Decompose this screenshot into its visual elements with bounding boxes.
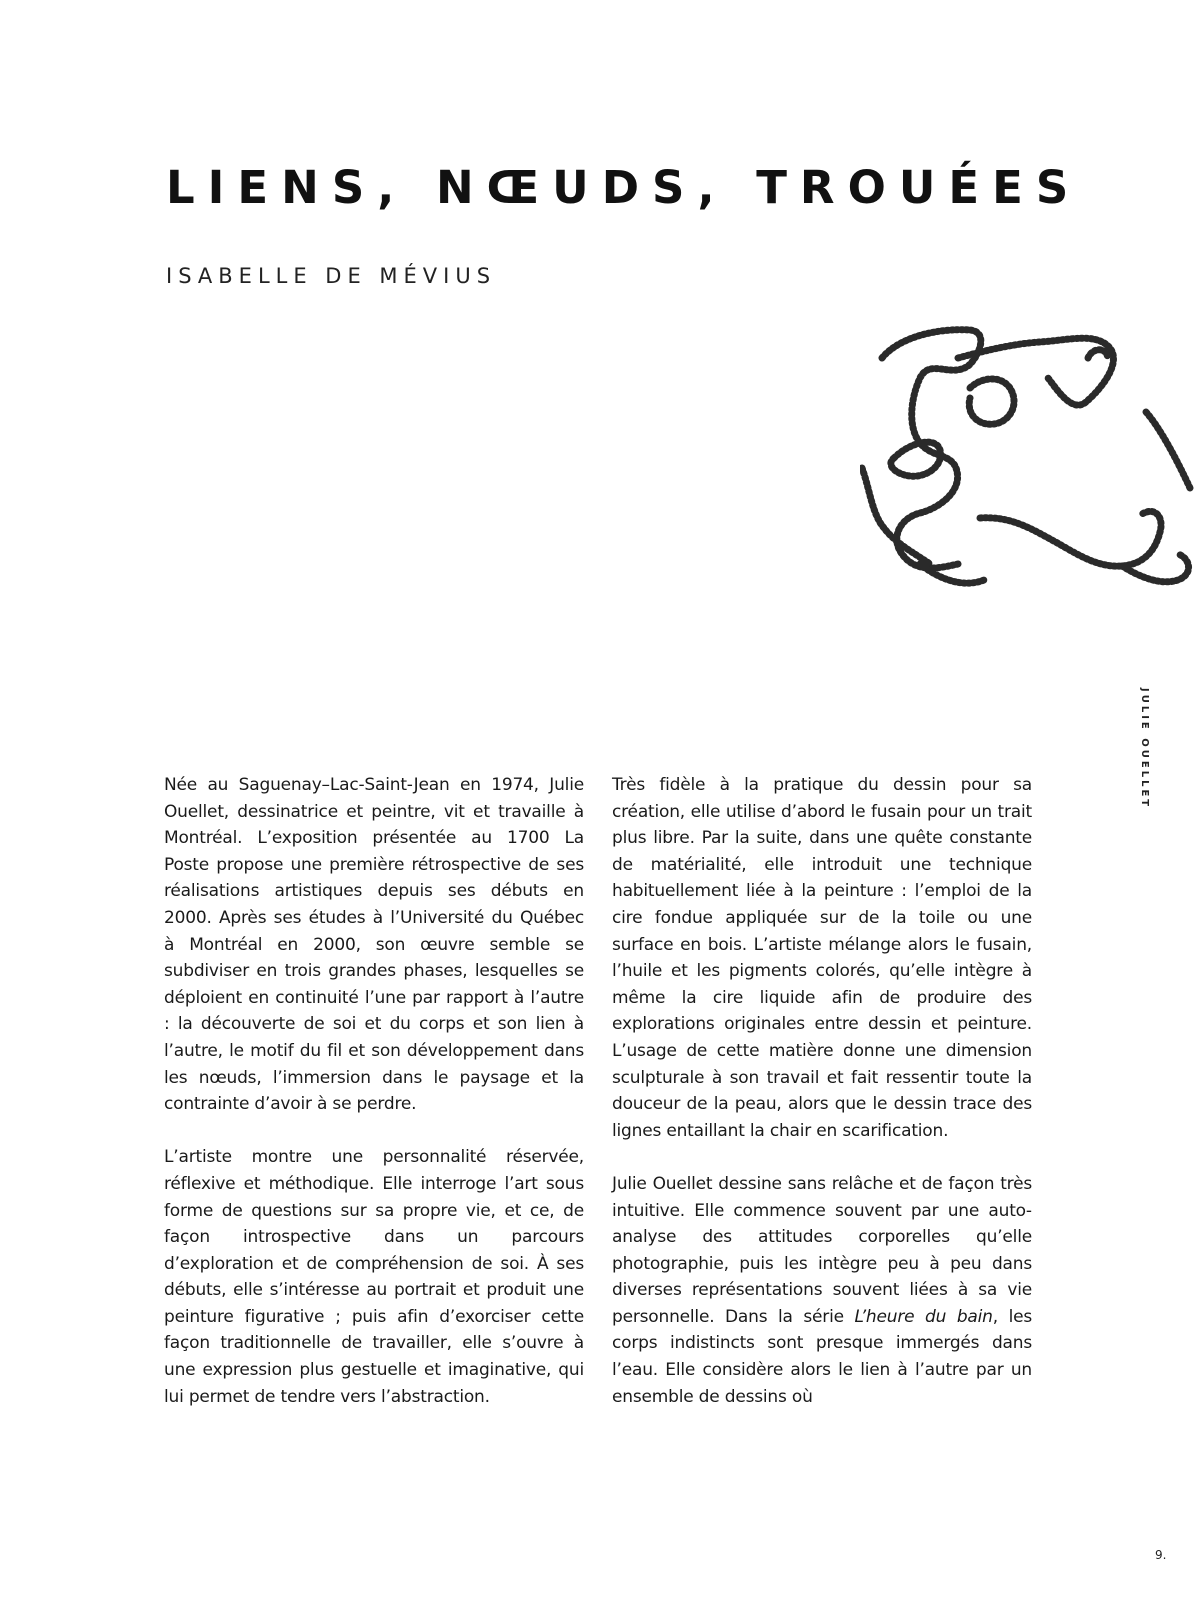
running-header: JULIE OUELLET <box>1139 688 1150 810</box>
article-title: LIENS, NŒUDS, TROUÉES <box>166 161 1082 214</box>
paragraph: Très fidèle à la pratique du dessin pour sa création, elle utilise d’abord le fusain pour un trait plus libre. Par la suite, dans une quête constante de matérialité, elle introduit une technique habituellement liée à la peinture : l’emploi de la cire fondue appliquée sur de la toile ou une surface en bois. L’artiste mélange alors le fusain, l’huile et les pigments colorés, qu’elle intègre à même la cire liquide afin de produire des explorations originales entre dessin et peinture. L’usage de cette matière donne une dimension sculpturale à son travail et fait ressentir toute la douceur de la peau, alors que le dessin trace des lignes entaillant la chair en scarification. <box>612 775 1032 1141</box>
stitched-thread-drawing-icon <box>860 318 1200 618</box>
series-title: L’heure du bain <box>854 1306 993 1327</box>
page-number: 9. <box>1155 1548 1167 1562</box>
paragraph-text: , les corps indistincts sont presque immergés dans l’eau. Elle considère alors le lien à l’autre par un ensemble de dessins où <box>612 1306 1033 1407</box>
paragraph <box>612 1171 1032 1410</box>
text-column-right <box>612 772 1032 1437</box>
paragraph: L’artiste montre une personnalité réservée, réflexive et méthodique. Elle interroge l’art sous forme de questions sur sa propre vie, et ce, de façon introspective dans un parcours d’exploration et de compréhension de soi. À ses débuts, elle s’intéresse au portrait et produit une peinture figurative ; puis afin d’exorciser cette façon traditionnelle de travailler, elle s’ouvre à une expression plus gestuelle et imaginative, qui lui permet de tendre vers l’abstraction. <box>164 1147 584 1407</box>
text-column-left <box>164 772 584 1437</box>
paragraph-text: Julie Ouellet dessine sans relâche et de façon très intuitive. Elle commence souvent par une autoanalyse des attitudes corporelles qu’elle photographie, puis les intègre peu à peu dans diverses représentations souvent liées à sa vie personnelle. Dans la série <box>612 1173 1032 1327</box>
article-author: ISABELLE DE MÉVIUS <box>166 264 497 288</box>
paragraph: Née au Saguenay–Lac-Saint-Jean en 1974, Julie Ouellet, dessinatrice et peintre, vit et travaille à Montréal. L’exposition présentée au 1700 La Poste propose une première rétrospective de ses réalisations artistiques depuis ses débuts en 2000. Après ses études à l’Université du Québec à Montréal en 2000, son œuvre semble se subdiviser en trois grandes phases, lesquelles se déploient en continuité l’une par rapport à l’autre : la découverte de soi et du corps et son lien à l’autre, le motif du fil et son développement dans les nœuds, l’immersion dans le paysage et la contrainte d’avoir à se perdre. <box>164 775 584 1115</box>
